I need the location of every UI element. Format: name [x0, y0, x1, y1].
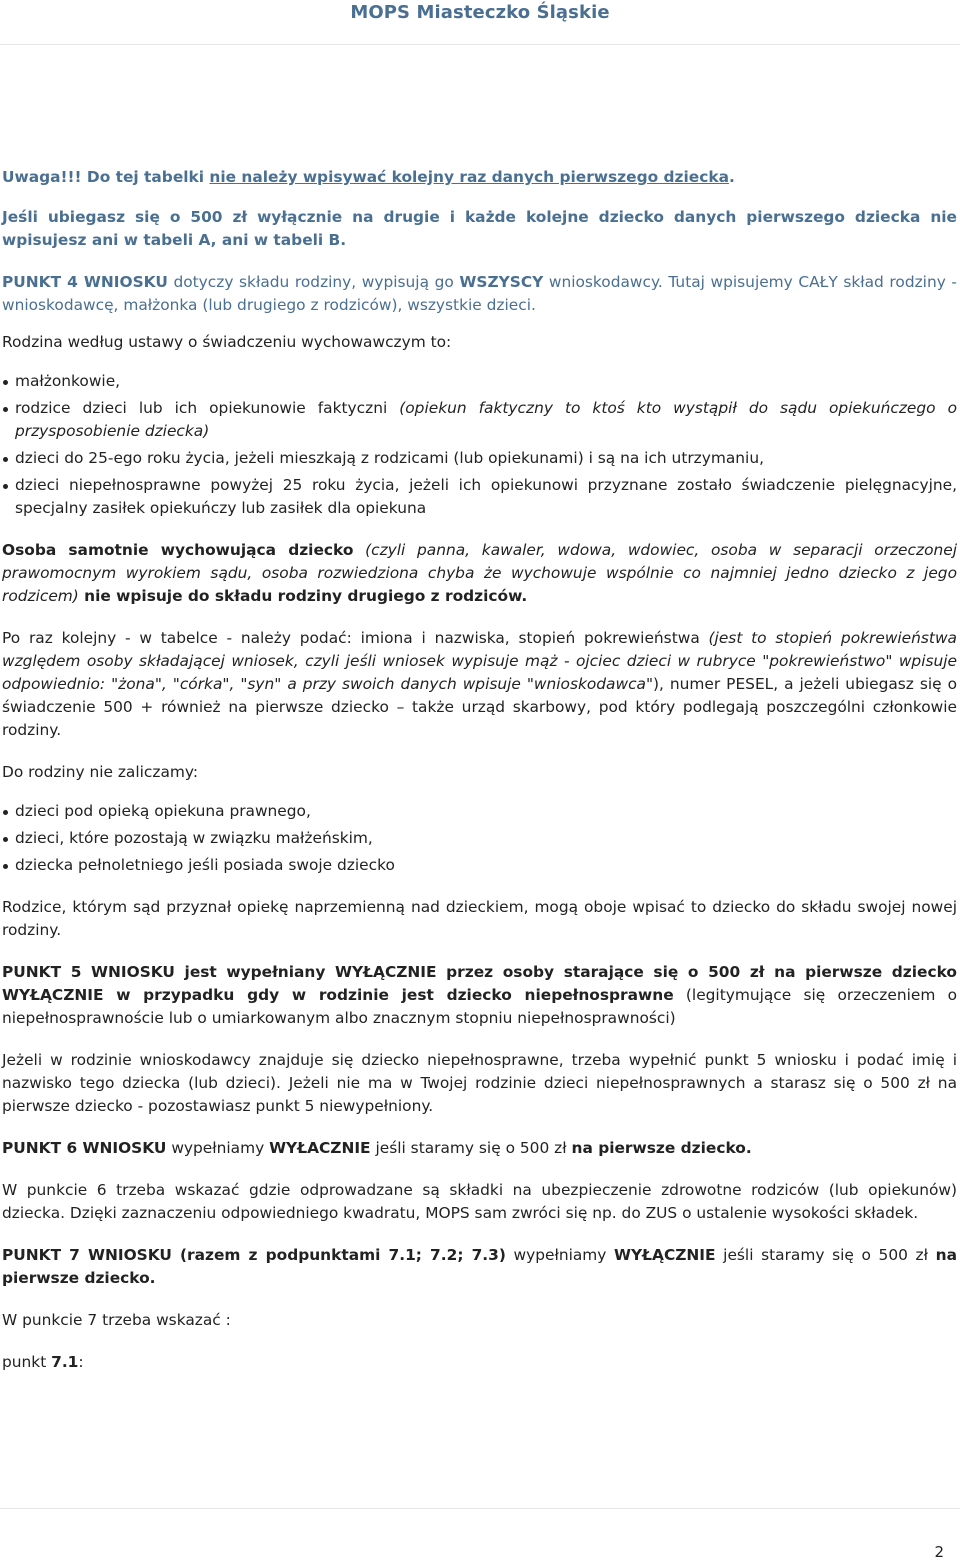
punkt4-text-2: wnioskodawcy. Tutaj wpisujemy CAŁY skład rodziny - wnioskodawcę, małżonka (lub drugiego z rodziców), wszystkie dzieci. [2, 273, 957, 314]
footer-divider [0, 1508, 960, 1509]
site-title: MOPS Miasteczko Śląskie [350, 2, 610, 23]
list-item [2, 397, 957, 443]
list-item [2, 447, 957, 470]
list-item [2, 854, 957, 877]
single-parent-italic: (czyli panna, kawaler, wdowa, wdowiec, osoba w separacji orzeczonej prawomocnym wyrokiem sądu, osoba rozwiedziona chyba że wychowuje wspólnie co najmniej jedno dziecko z jego rodzicem) [2, 541, 957, 605]
warning-text-underlined: nie należy wpisywać kolejny raz danych pierwszego dziecka [209, 168, 729, 186]
page-header [0, 0, 960, 44]
punkt7-wylacznie: WYŁĄCZNIE [614, 1246, 716, 1264]
punkt7-text-2: jeśli staramy się o 500 zł [715, 1246, 936, 1264]
relations-text-1: Po raz kolejny - w tabelce - należy podać: imiona i nazwiska, stopień pokrewieństwa [2, 629, 709, 647]
list-item-text: małżonkowie, [15, 372, 121, 390]
list-item-text: dziecka pełnoletniego jeśli posiada swoje dziecko [15, 856, 395, 874]
punkt7-description: W punkcie 7 trzeba wskazać : [2, 1311, 231, 1329]
bullet-icon [3, 407, 8, 412]
warning-text-pre: Do tej tabelki [81, 168, 210, 186]
relations-text-2: ), numer PESEL, a jeżeli ubiegasz się o świadczenie 500 + również na pierwsze dziecko – także urząd skarbowy, pod który podlegają poszczególni członkowie rodziny. [2, 675, 957, 739]
single-parent-bold-end: nie wpisuje do składu rodziny drugiego z rodziców. [78, 587, 528, 605]
punkt7-label: PUNKT 7 WNIOSKU (razem z podpunktami 7.1; 7.2; 7.3) [2, 1246, 506, 1264]
single-parent-paragraph [2, 539, 957, 608]
punkt5-paragraph [2, 961, 957, 1030]
list-item-text: dzieci niepełnosprawne powyżej 25 roku życia, jeżeli ich opiekunowi przyznane zostało świadczenie pielęgnacyjne, specjalny zasiłek opiekuńczy lub zasiłek dla opiekuna [15, 476, 957, 517]
punkt6-wylacznie: WYŁACZNIE [269, 1139, 371, 1157]
warning-text-post: . [728, 168, 735, 186]
not-included-intro: Do rodziny nie zaliczamy: [2, 763, 199, 781]
bullet-icon [3, 864, 8, 869]
warning-paragraph [2, 166, 957, 189]
punkt71-pre: punkt [2, 1353, 52, 1371]
punkt4-wszyscy: WSZYSCY [459, 273, 544, 291]
punkt71-post: : [78, 1353, 84, 1371]
list-item-text: dzieci pod opieką opiekuna prawnego, [15, 802, 311, 820]
family-list [2, 370, 957, 520]
list-item [2, 800, 957, 823]
list-item-text: rodzice dzieci lub ich opiekunowie faktyczni [15, 399, 400, 417]
list-item [2, 370, 957, 393]
list-item [2, 827, 957, 850]
punkt6-text-2: jeśli staramy się o 500 zł [370, 1139, 572, 1157]
list-item-italic: (opiekun faktyczny to ktoś kto wystąpił do sądu opiekuńczego o przysposobienie dziecka) [15, 399, 957, 440]
not-included-list [2, 800, 957, 877]
header-divider [0, 44, 960, 45]
bullet-icon [3, 380, 8, 385]
punkt4-text-1: dotyczy składu rodziny, wypisują go [167, 273, 460, 291]
punkt7-text-1: wypełniamy [505, 1246, 615, 1264]
punkt7-first-child: na pierwsze dziecko. [2, 1246, 957, 1287]
bullet-icon [3, 484, 8, 489]
relations-paragraph [2, 627, 957, 742]
punkt6-text-1: wypełniamy [166, 1139, 270, 1157]
bullet-icon [3, 457, 8, 462]
punkt4-label: PUNKT 4 WNIOSKU [2, 273, 168, 291]
bullet-icon [3, 810, 8, 815]
list-item-text: dzieci, które pozostają w związku małżeńskim, [15, 829, 373, 847]
punkt6-label: PUNKT 6 WNIOSKU [2, 1139, 167, 1157]
punkt5-bold: PUNKT 5 WNIOSKU jest wypełniany WYŁĄCZNIE przez osoby starające się o 500 zł na pierwsze dziecko WYŁĄCZNIE w przypadku gdy w rodzinie jest dziecko niepełnosprawne [2, 963, 957, 1004]
single-parent-bold: Osoba samotnie wychowująca dziecko [2, 541, 354, 559]
punkt4-paragraph [2, 271, 957, 317]
punkt5-normal: (legitymujące się orzeczeniem o niepełnosprawnoście lub o umiarkowanym albo znacznym stopniu niepełnosprawności) [2, 986, 957, 1027]
relations-italic: (jest to stopień pokrewieństwa względem osoby składającej wniosek, czyli jeśli wniosek wypisuje mąż - ojciec dzieci w rubryce "pokrewieństwo" wpisuje odpowiednio: "żona", "córka", "syn" a przy swoich danych wpisuje "wnioskodawca" [2, 629, 957, 693]
punkt6-paragraph [2, 1137, 957, 1160]
foster-paragraph: Rodzice, którym sąd przyznał opiekę naprzemienną nad dzieckiem, mogą oboje wpisać to dziecko do składu swojej nowej rodziny. [2, 898, 957, 939]
punkt6-first-child: na pierwsze dziecko. [571, 1139, 752, 1157]
document-body [2, 166, 957, 1393]
punkt71-number: 7.1 [51, 1353, 79, 1371]
disabled-child-paragraph: Jeżeli w rodzinie wnioskodawcy znajduje się dziecko niepełnosprawne, trzeba wypełnić punkt 5 wniosku i podać imię i nazwisko tego dziecka (lub dzieci). Jeżeli nie ma w Twojej rodzinie dzieci niepełnosprawnych a starasz się o 500 zł na pierwsze dziecko - pozostawiasz punkt 5 niewypełniony. [2, 1051, 957, 1115]
punkt7-paragraph [2, 1244, 957, 1290]
page-number: 2 [934, 1543, 944, 1561]
list-item [2, 474, 957, 520]
second-child-paragraph: Jeśli ubiegasz się o 500 zł wyłącznie na drugie i każde kolejne dziecko danych pierwszego dziecka nie wpisujesz ani w tabeli A, ani w tabeli B. [2, 208, 957, 249]
warning-label: Uwaga!!! [2, 168, 82, 186]
family-definition-intro: Rodzina według ustawy o świadczeniu wychowawczym to: [2, 333, 452, 351]
punkt71-paragraph [2, 1351, 957, 1374]
list-item-text: dzieci do 25-ego roku życia, jeżeli mieszkają z rodzicami (lub opiekunami) i są na ich utrzymaniu, [15, 449, 764, 467]
punkt6-description: W punkcie 6 trzeba wskazać gdzie odprowadzane są składki na ubezpieczenie zdrowotne rodziców (lub opiekunów) dziecka. Dzięki zaznaczeniu odpowiedniego kwadratu, MOPS sam zwróci się np. do ZUS o ustalenie wysokości składek. [2, 1181, 957, 1222]
bullet-icon [3, 837, 8, 842]
